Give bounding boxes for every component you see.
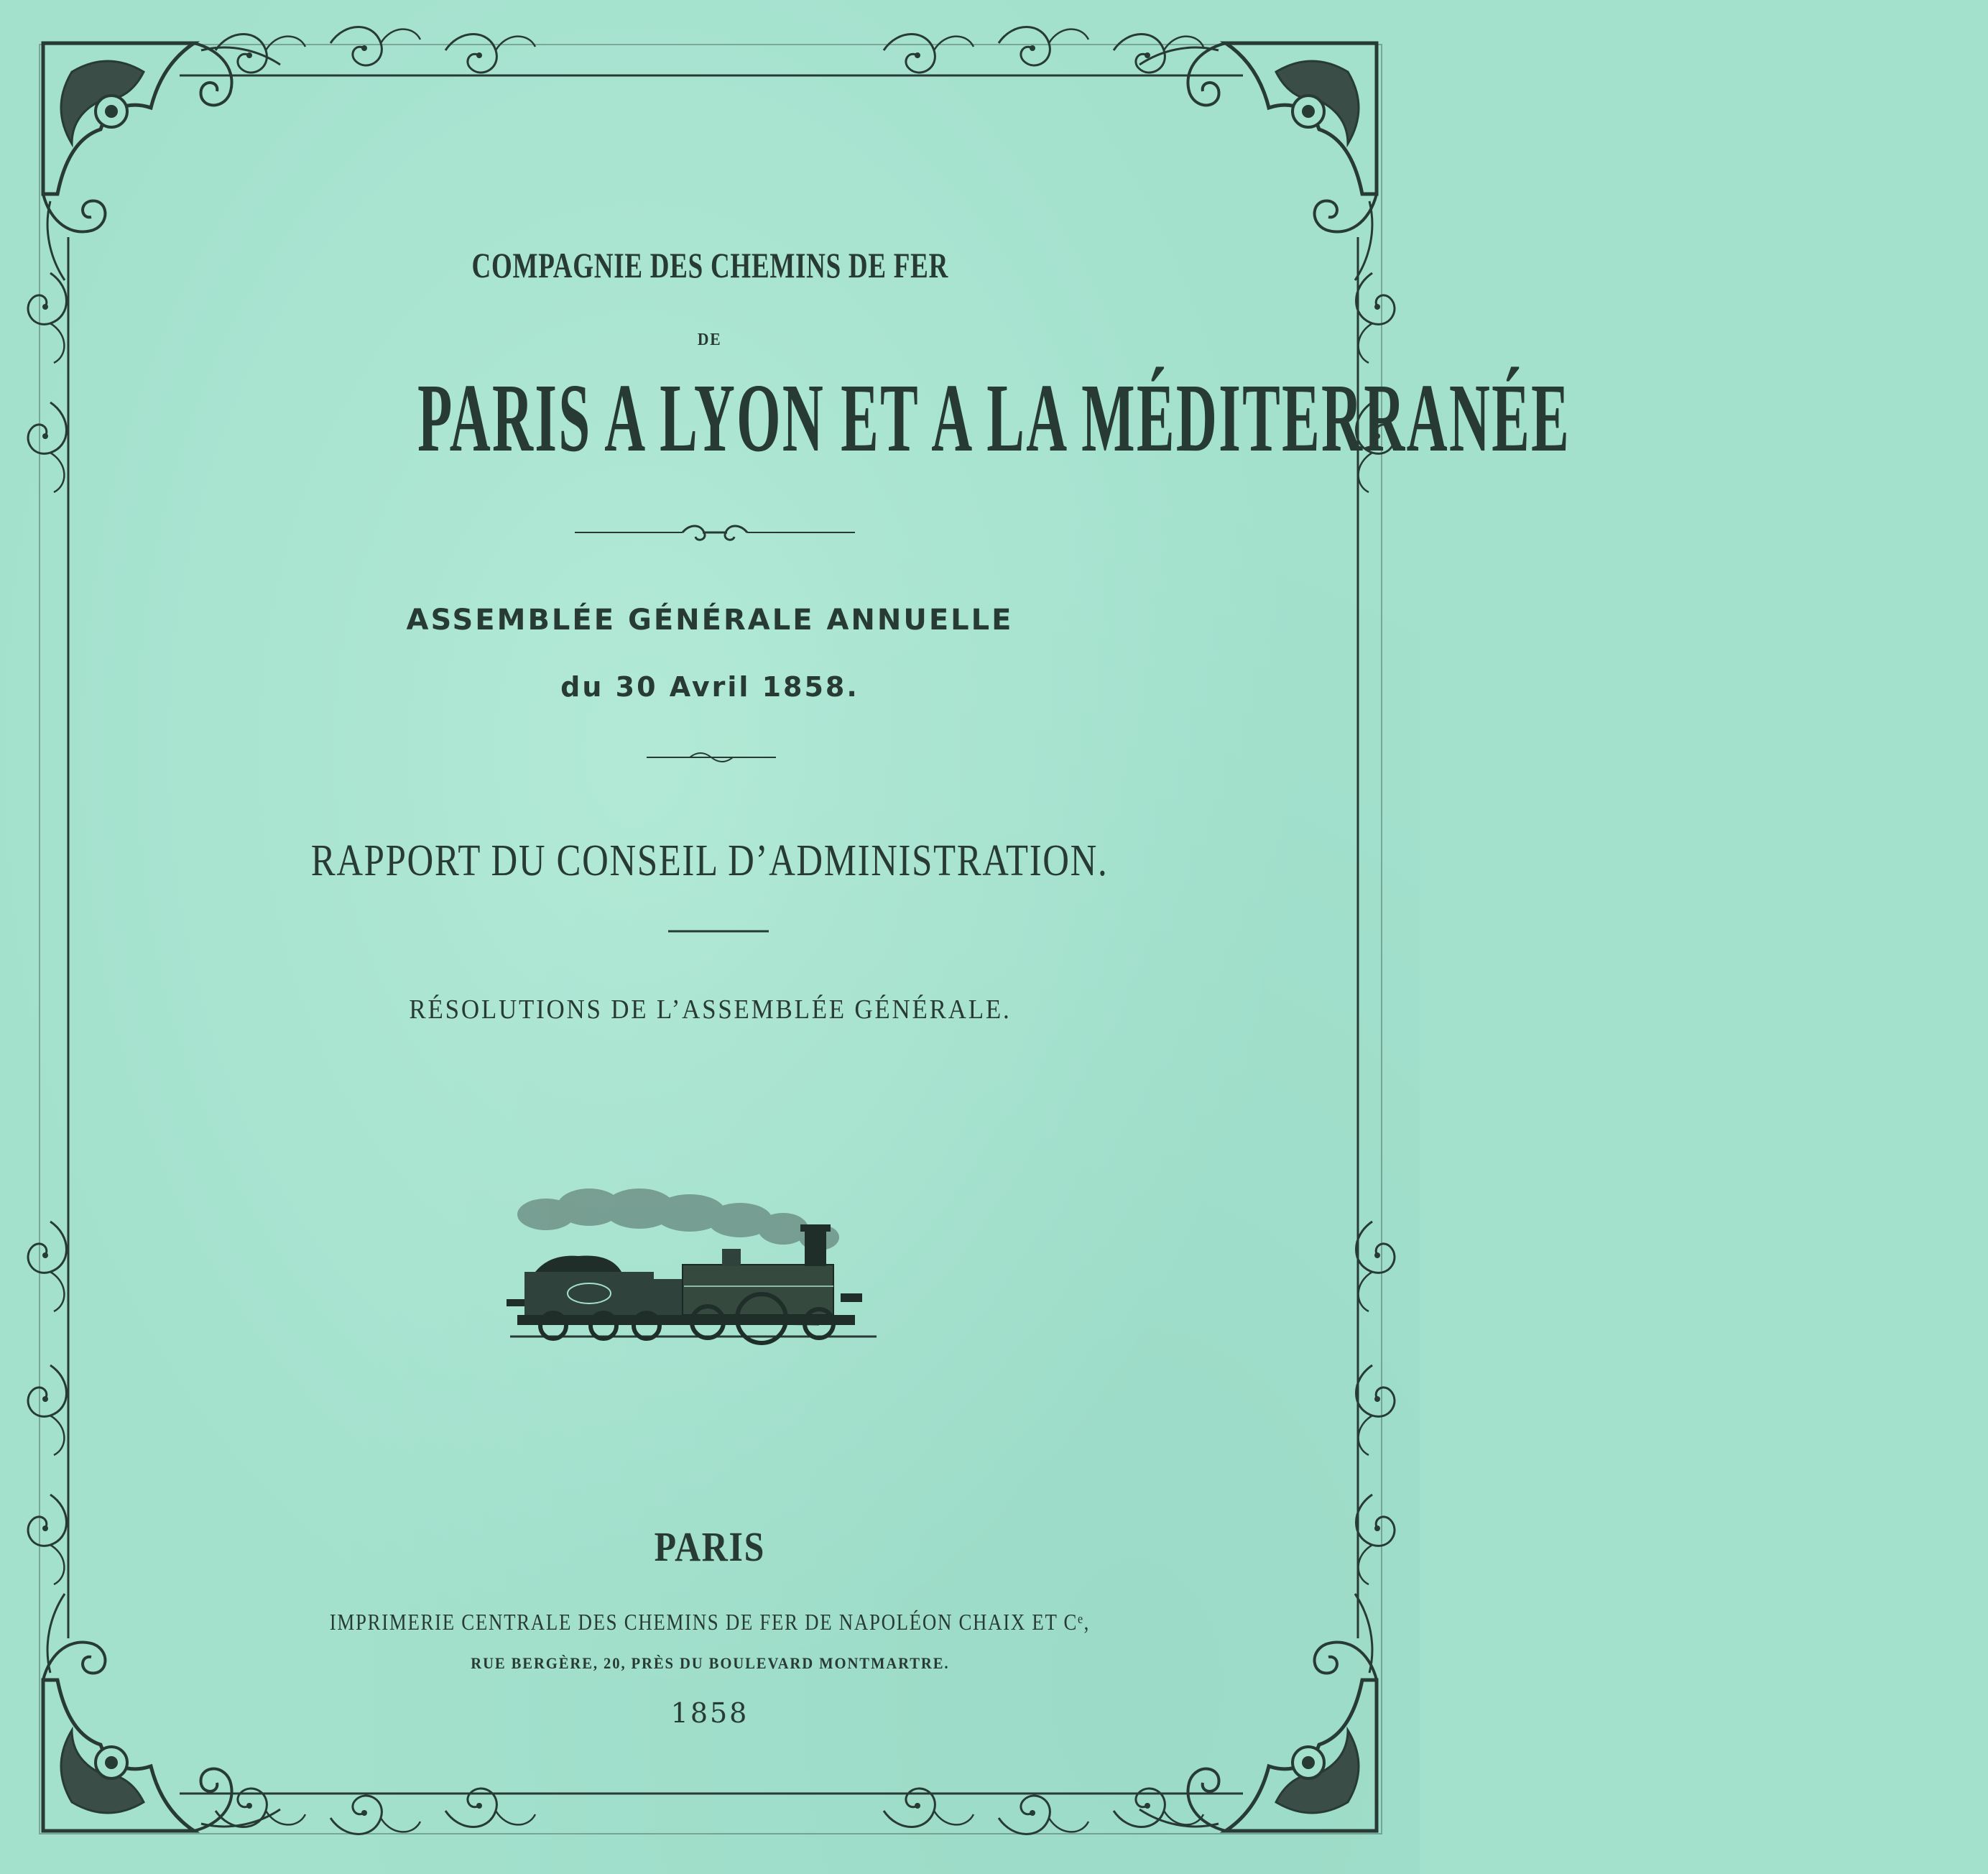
resolutions-text: RÉSOLUTIONS DE L’ASSEMBLÉE GÉNÉRALE. xyxy=(408,994,1012,1025)
city-text: PARIS xyxy=(654,1523,766,1570)
report-divider xyxy=(668,927,769,936)
company-text: COMPAGNIE DES CHEMINS DE FER xyxy=(471,245,948,285)
resolutions-line xyxy=(0,993,1420,1025)
assembly-line: ASSEMBLÉE GÉNÉRALE ANNUELLE xyxy=(406,604,1014,637)
printer-line xyxy=(0,1608,1420,1635)
address-text: RUE BERGÈRE, 20, PRÈS DU BOULEVARD MONTMARTRE. xyxy=(470,1654,950,1672)
de-text: DE xyxy=(698,331,722,349)
company-line xyxy=(0,244,1420,286)
report-line xyxy=(0,834,1420,887)
city-line xyxy=(0,1522,1420,1571)
report-text: RAPPORT DU CONSEIL D’ADMINISTRATION. xyxy=(311,836,1109,885)
main-title xyxy=(0,364,1571,472)
title-divider xyxy=(575,522,855,543)
date-line: du 30 Avril 1858. xyxy=(560,671,859,703)
de-line xyxy=(0,329,1420,350)
steam-locomotive-icon xyxy=(503,1178,905,1365)
address-line xyxy=(0,1654,1420,1673)
year-line: 1858 xyxy=(670,1697,749,1729)
main-title-text: PARIS A LYON ET A LA MÉDITERRANÉE xyxy=(417,364,1571,472)
date-divider xyxy=(647,750,776,765)
printer-text: IMPRIMERIE CENTRALE DES CHEMINS DE FER DE NAPOLÉON CHAIX ET Cᵉ, xyxy=(329,1609,1091,1635)
